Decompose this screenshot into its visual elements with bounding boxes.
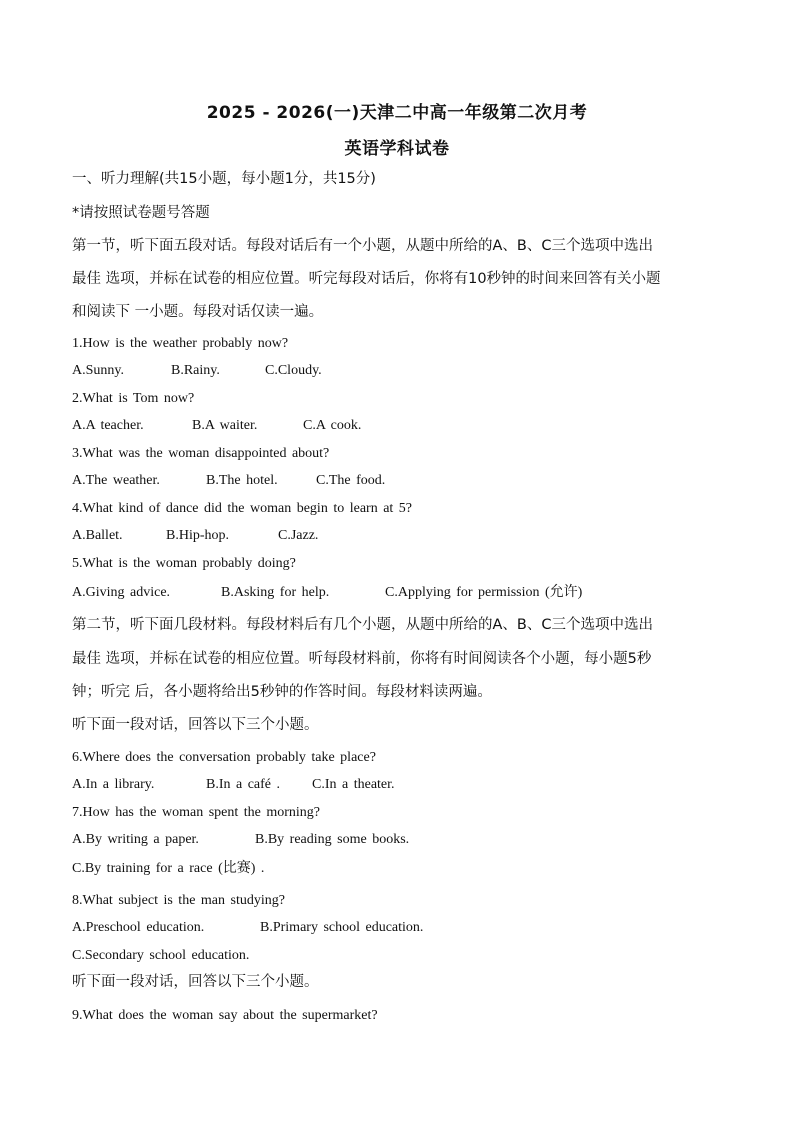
exam-title: 2025 - 2026(一)天津二中高一年级第二次月考 (206, 103, 588, 123)
listen-prompt-1: 听下面一段对话，回答以下三个小题。 (72, 717, 319, 733)
question-4-option-c: C.Jazz. (278, 528, 319, 543)
question-5-option-c: C.Applying for permission (允许) (385, 585, 583, 600)
part1-instructions-line-3: 和阅读下 一小题。每段对话仅读一遍。 (72, 304, 324, 320)
question-7-option-a: A.By writing a paper. (72, 832, 199, 847)
answer-note: *请按照试卷题号答题 (72, 205, 210, 221)
question-1-option-b: B.Rainy. (171, 363, 220, 378)
question-1-option-c: C.Cloudy. (265, 363, 322, 378)
question-3-stem: 3.What was the woman disappointed about? (72, 446, 330, 461)
part1-instructions-line-1: 第一节，听下面五段对话。每段对话后有一个小题，从题中所给的A、B、C三个选项中选出 (72, 238, 653, 254)
question-8-stem: 8.What subject is the man studying? (72, 893, 285, 908)
question-6-options (72, 776, 722, 794)
question-4-option-b: B.Hip-hop. (166, 528, 229, 543)
part2-instructions-line-3: 钟；听完 后，各小题将给出5秒钟的作答时间。每段材料读两遍。 (72, 684, 492, 700)
question-5-option-a: A.Giving advice. (72, 585, 171, 600)
question-2-option-c: C.A cook. (303, 418, 362, 433)
question-6-option-a: A.In a library. (72, 777, 155, 792)
question-7-option-b: B.By reading some books. (255, 832, 410, 847)
question-8-option-c: C.Secondary school education. (72, 948, 250, 963)
question-5-option-b: B.Asking for help. (221, 585, 330, 600)
question-2-stem: 2.What is Tom now? (72, 391, 195, 406)
question-2-option-b: B.A waiter. (192, 418, 258, 433)
question-3-option-b: B.The hotel. (206, 473, 278, 488)
question-6-stem: 6.Where does the conversation probably take place? (72, 750, 376, 765)
part2-instructions-line-1: 第二节，听下面几段材料。每段材料后有几个小题，从题中所给的A、B、C三个选项中选出 (72, 617, 653, 633)
question-7-stem: 7.How has the woman spent the morning? (72, 805, 321, 820)
question-9-stem: 9.What does the woman say about the supermarket? (72, 1008, 378, 1023)
question-8-option-b: B.Primary school education. (260, 920, 424, 935)
question-8-options (72, 919, 722, 937)
question-4-option-a: A.Ballet. (72, 528, 123, 543)
question-1-stem: 1.How is the weather probably now? (72, 336, 289, 351)
part2-instructions-line-2: 最佳 选项，并标在试卷的相应位置。听每段材料前，你将有时间阅读各个小题，每小题5秒 (72, 651, 652, 667)
question-4-options (72, 527, 722, 545)
question-1-option-a: A.Sunny. (72, 363, 124, 378)
listen-prompt-2: 听下面一段对话，回答以下三个小题。 (72, 974, 319, 990)
question-8-option-a: A.Preschool education. (72, 920, 205, 935)
part1-instructions-line-2: 最佳 选项，并标在试卷的相应位置。听完每段对话后，你将有10秒钟的时间来回答有关小题 (72, 271, 661, 287)
question-6-option-c: C.In a theater. (312, 777, 395, 792)
question-3-option-c: C.The food. (316, 473, 386, 488)
question-3-option-a: A.The weather. (72, 473, 160, 488)
question-1-options (72, 362, 722, 380)
question-4-stem: 4.What kind of dance did the woman begin to learn at 5? (72, 501, 413, 516)
question-2-option-a: A.A teacher. (72, 418, 144, 433)
question-3-options (72, 472, 722, 490)
question-6-option-b: B.In a café . (206, 777, 281, 792)
question-7-options (72, 831, 722, 849)
question-7-option-c: C.By training for a race (比赛) . (72, 861, 265, 876)
section-heading: 一、听力理解(共15小题，每小题1分，共15分) (72, 171, 376, 187)
question-2-options (72, 417, 722, 435)
question-5-options (72, 584, 722, 602)
exam-subtitle: 英语学科试卷 (344, 139, 450, 159)
question-5-stem: 5.What is the woman probably doing? (72, 556, 296, 571)
